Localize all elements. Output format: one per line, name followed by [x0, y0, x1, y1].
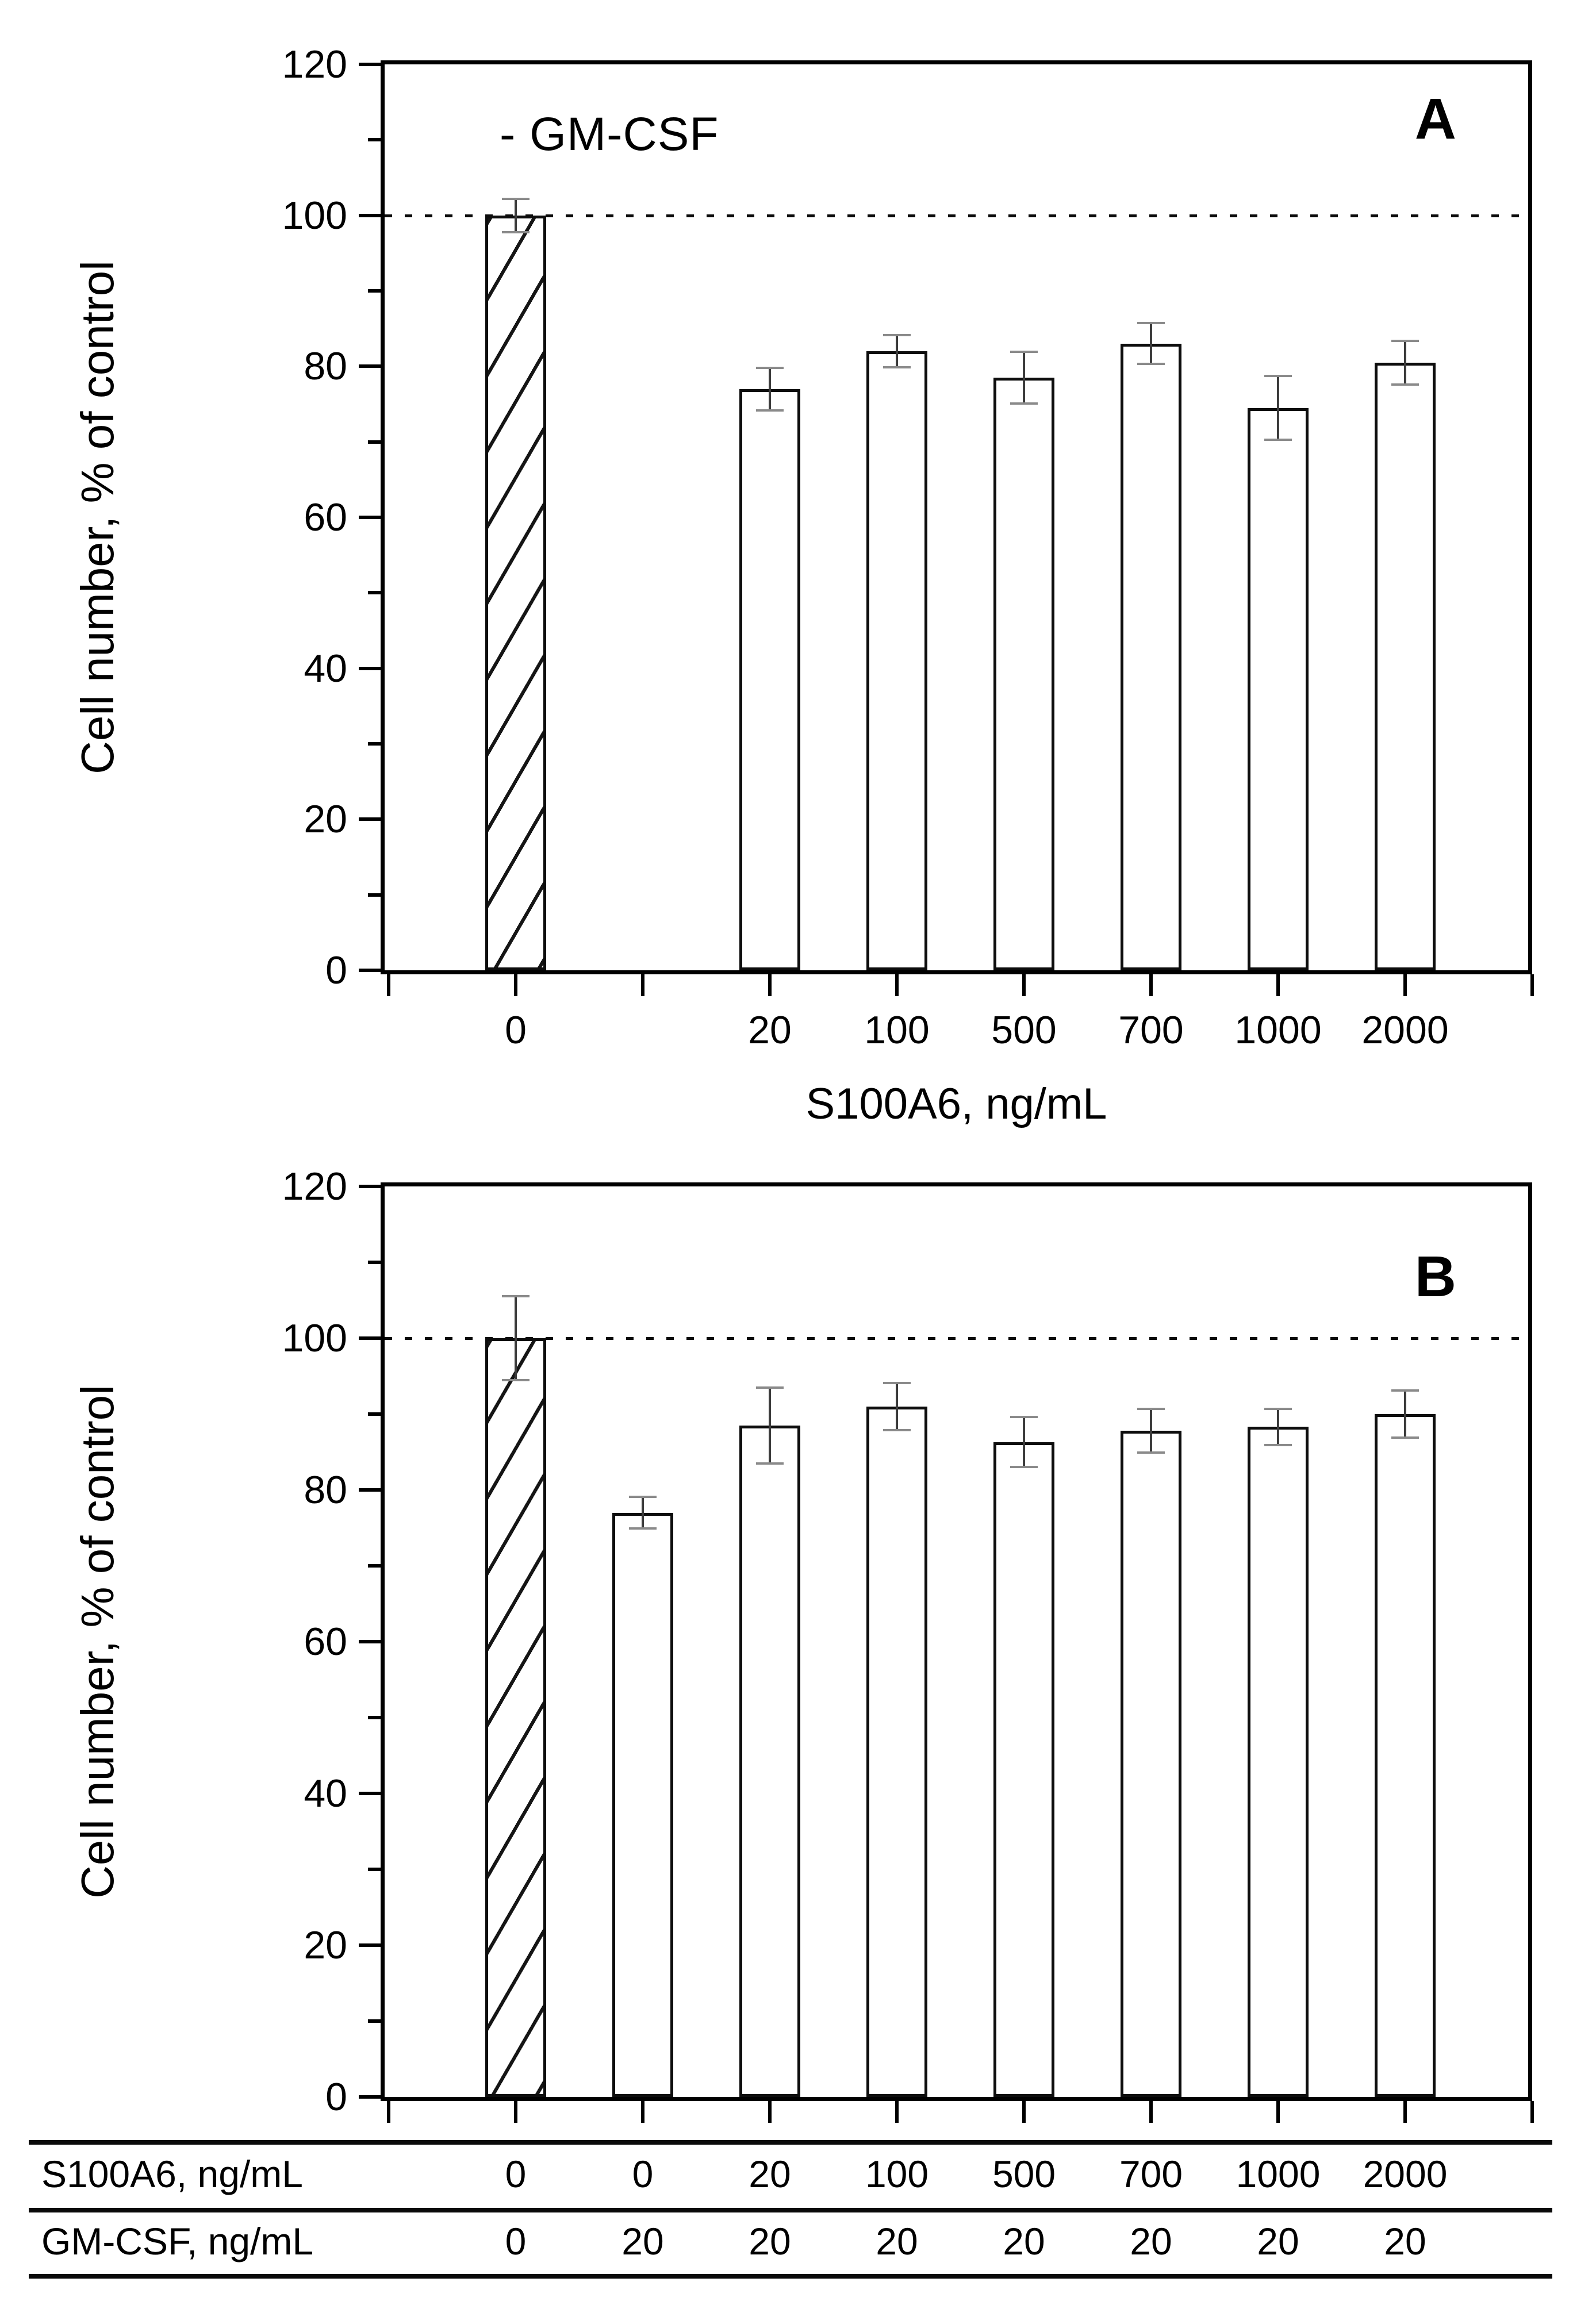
- x-tick: [641, 974, 644, 996]
- error-bar-cap-bottom: [756, 409, 784, 412]
- y-tick-label: 0: [325, 2075, 347, 2119]
- y-minor-tick: [368, 138, 381, 141]
- table-value: 0: [632, 2153, 654, 2195]
- error-bar-cap-top: [1264, 375, 1292, 377]
- error-bar-cap-bottom: [1391, 1436, 1419, 1439]
- table-value: 20: [1130, 2220, 1172, 2262]
- y-minor-tick: [368, 1261, 381, 1264]
- error-bar-stem: [515, 1296, 517, 1380]
- bar-hatched-control: [485, 1338, 546, 2097]
- table-value: 20: [749, 2220, 791, 2262]
- table-value: 20: [1384, 2220, 1426, 2262]
- bar-hatched-control: [485, 216, 546, 970]
- y-major-tick: [359, 969, 381, 972]
- plot-area-a: [381, 60, 1532, 974]
- panel-letter-a: A: [1414, 87, 1456, 151]
- x-tick: [1149, 974, 1153, 996]
- x-tick-label: 1000: [1234, 1008, 1322, 1052]
- error-bar-cap-top: [756, 1386, 784, 1389]
- x-tick: [768, 2101, 772, 2123]
- error-bar-stem: [896, 1383, 898, 1430]
- error-bar-cap-top: [883, 1382, 911, 1384]
- error-bar-stem: [1150, 323, 1152, 364]
- bar: [739, 1426, 800, 2097]
- error-bar-cap-bottom: [1137, 1451, 1165, 1454]
- error-bar-stem: [1150, 1409, 1152, 1453]
- bar: [739, 389, 800, 970]
- error-bar-stem: [515, 199, 517, 232]
- x-tick: [387, 2101, 390, 2123]
- x-tick: [895, 974, 899, 996]
- x-tick-label: 500: [991, 1008, 1057, 1052]
- error-bar-cap-top: [1010, 1416, 1038, 1418]
- y-axis-label-b: Cell number, % of control: [72, 1385, 123, 1899]
- table-row-label-s100a6: S100A6, ng/mL: [41, 2153, 303, 2195]
- error-bar-cap-top: [1010, 351, 1038, 353]
- bar: [1375, 1414, 1436, 2097]
- error-bar-cap-bottom: [1010, 1466, 1038, 1468]
- y-tick-label: 40: [304, 646, 347, 690]
- error-bar-cap-bottom: [629, 1527, 657, 1530]
- x-tick: [387, 974, 390, 996]
- table-value: 0: [505, 2220, 527, 2262]
- error-bar-cap-top: [1391, 1389, 1419, 1392]
- error-bar-stem: [1404, 341, 1406, 385]
- y-tick-label: 20: [304, 1923, 347, 1967]
- bar: [1248, 1427, 1309, 2097]
- error-bar-cap-top: [502, 198, 530, 200]
- y-minor-tick: [368, 2019, 381, 2023]
- table-value: 1000: [1236, 2153, 1321, 2195]
- table-row-label-gmcsf: GM-CSF, ng/mL: [41, 2220, 314, 2262]
- x-tick: [1022, 974, 1026, 996]
- y-minor-tick: [368, 440, 381, 444]
- error-bar-cap-top: [756, 367, 784, 369]
- error-bar-cap-top: [502, 1295, 530, 1297]
- error-bar-stem: [896, 335, 898, 367]
- table-value: 20: [1257, 2220, 1299, 2262]
- y-major-tick: [359, 2095, 381, 2099]
- error-bar-cap-bottom: [1391, 383, 1419, 386]
- table-value: 20: [876, 2220, 918, 2262]
- table-value: 700: [1119, 2153, 1183, 2195]
- bar: [1121, 1431, 1181, 2097]
- error-bar-cap-top: [1264, 1408, 1292, 1410]
- error-bar-cap-bottom: [883, 366, 911, 368]
- y-major-tick: [359, 667, 381, 670]
- x-tick: [1149, 2101, 1153, 2123]
- y-tick-label: 100: [282, 1316, 347, 1360]
- x-tick: [1530, 974, 1534, 996]
- annotation-minus-gmcsf: - GM-CSF: [500, 108, 719, 160]
- y-minor-tick: [368, 1716, 381, 1719]
- y-minor-tick: [368, 1564, 381, 1568]
- table-value: 2000: [1363, 2153, 1448, 2195]
- error-bar-cap-top: [883, 334, 911, 336]
- y-major-tick: [359, 1488, 381, 1492]
- error-bar-cap-bottom: [1010, 402, 1038, 405]
- y-tick-label: 80: [304, 1468, 347, 1512]
- error-bar-cap-bottom: [883, 1429, 911, 1431]
- x-tick: [895, 2101, 899, 2123]
- bar: [866, 351, 927, 970]
- x-tick: [514, 2101, 517, 2123]
- x-tick: [1530, 2101, 1534, 2123]
- x-axis-title: S100A6, ng/mL: [805, 1080, 1107, 1128]
- panel-letter-b: B: [1414, 1244, 1456, 1309]
- y-major-tick: [359, 1792, 381, 1795]
- y-major-tick: [359, 817, 381, 821]
- table-value: 500: [992, 2153, 1056, 2195]
- table-bottom-rule: [29, 2274, 1552, 2279]
- reference-line-100-b: [385, 1337, 1528, 1340]
- x-tick: [641, 2101, 644, 2123]
- error-bar-cap-top: [1137, 1408, 1165, 1410]
- bar: [1121, 344, 1181, 970]
- y-major-tick: [359, 1640, 381, 1643]
- error-bar-cap-bottom: [502, 1379, 530, 1381]
- x-tick: [1403, 2101, 1407, 2123]
- error-bar-cap-top: [1391, 340, 1419, 342]
- table-value: 100: [865, 2153, 929, 2195]
- x-tick-label: 700: [1118, 1008, 1184, 1052]
- table-value: 20: [621, 2220, 664, 2262]
- y-major-tick: [359, 1943, 381, 1947]
- y-tick-label: 20: [304, 797, 347, 842]
- plot-area-b: [381, 1182, 1532, 2101]
- x-tick-label: 20: [748, 1008, 792, 1052]
- y-tick-label: 100: [282, 193, 347, 237]
- y-minor-tick: [368, 742, 381, 746]
- error-bar-stem: [642, 1497, 644, 1528]
- y-minor-tick: [368, 893, 381, 897]
- error-bar-stem: [769, 368, 771, 410]
- error-bar-cap-bottom: [502, 231, 530, 233]
- y-major-tick: [359, 214, 381, 217]
- bar: [1375, 363, 1436, 970]
- error-bar-stem: [1277, 1409, 1279, 1445]
- y-tick-label: 60: [304, 1620, 347, 1664]
- x-tick-label: 2000: [1361, 1008, 1449, 1052]
- error-bar-stem: [1023, 1417, 1025, 1467]
- table-value: 20: [749, 2153, 791, 2195]
- error-bar-stem: [769, 1388, 771, 1463]
- x-tick: [514, 974, 517, 996]
- y-minor-tick: [368, 1868, 381, 1871]
- table-value: 20: [1003, 2220, 1045, 2262]
- y-minor-tick: [368, 591, 381, 594]
- y-tick-label: 80: [304, 344, 347, 389]
- error-bar-cap-bottom: [1264, 439, 1292, 441]
- error-bar-stem: [1277, 376, 1279, 439]
- table-value: 0: [505, 2153, 527, 2195]
- error-bar-stem: [1404, 1390, 1406, 1438]
- y-tick-label: 60: [304, 495, 347, 539]
- x-tick: [1022, 2101, 1026, 2123]
- y-tick-label: 0: [325, 948, 347, 992]
- y-major-tick: [359, 364, 381, 368]
- y-major-tick: [359, 1336, 381, 1340]
- error-bar-cap-top: [629, 1496, 657, 1498]
- error-bar-cap-bottom: [1137, 363, 1165, 365]
- y-major-tick: [359, 516, 381, 519]
- x-tick-label: 0: [505, 1008, 527, 1052]
- bar: [1248, 408, 1309, 970]
- table-middle-rule: [29, 2208, 1552, 2212]
- reference-line-100-a: [385, 214, 1528, 217]
- x-tick: [768, 974, 772, 996]
- y-tick-label: 120: [282, 43, 347, 86]
- x-tick: [1276, 2101, 1280, 2123]
- error-bar-cap-bottom: [1264, 1444, 1292, 1446]
- y-tick-label: 40: [304, 1772, 347, 1815]
- bar: [866, 1407, 927, 2097]
- y-minor-tick: [368, 289, 381, 293]
- error-bar-cap-bottom: [756, 1462, 784, 1465]
- y-minor-tick: [368, 1412, 381, 1416]
- error-bar-cap-top: [1137, 322, 1165, 324]
- bar: [993, 378, 1054, 970]
- y-axis-label-a: Cell number, % of control: [72, 260, 123, 774]
- bar: [612, 1513, 673, 2097]
- y-major-tick: [359, 1185, 381, 1188]
- x-tick: [1403, 974, 1407, 996]
- table-top-rule: [29, 2140, 1552, 2145]
- bar: [993, 1442, 1054, 2097]
- x-tick-label: 100: [864, 1008, 930, 1052]
- error-bar-stem: [1023, 352, 1025, 403]
- y-tick-label: 120: [282, 1165, 347, 1208]
- y-major-tick: [359, 63, 381, 66]
- x-tick: [1276, 974, 1280, 996]
